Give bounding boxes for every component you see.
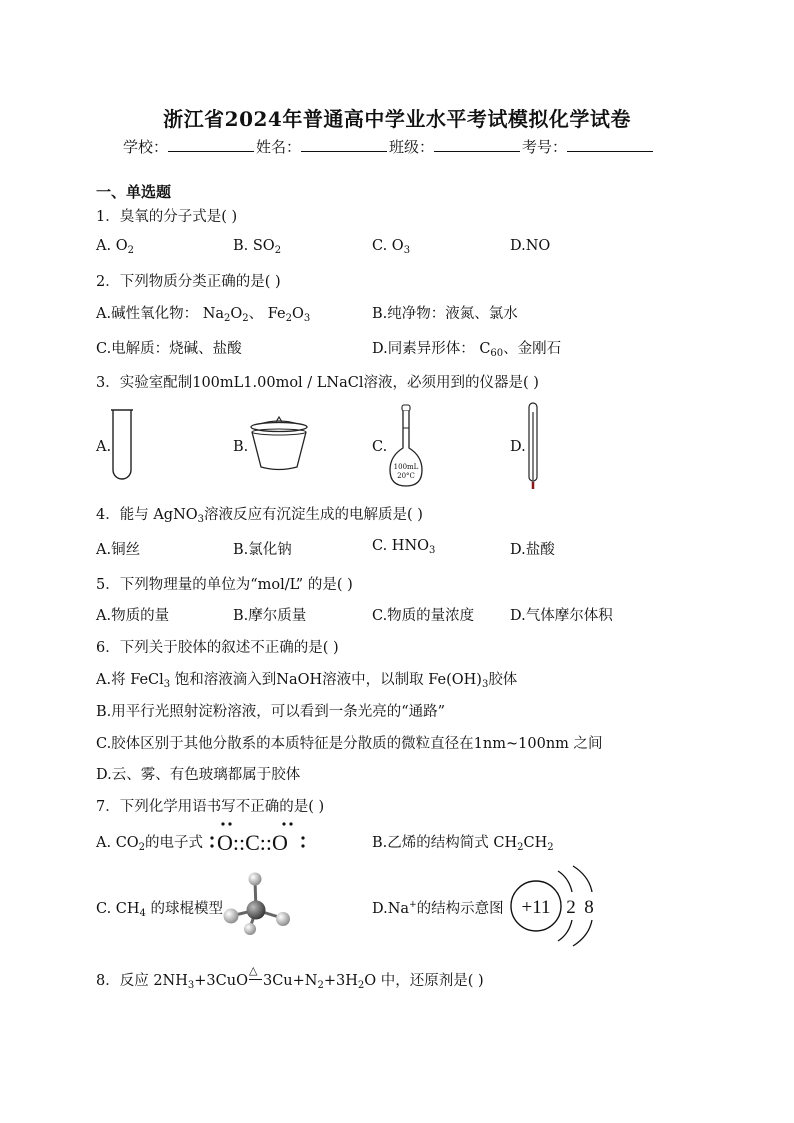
ch4-ball-stick-model bbox=[218, 868, 298, 938]
flask-volume-label: 100mL bbox=[393, 463, 419, 471]
school-label: 学校： bbox=[123, 138, 169, 156]
lewis-formula: O::C::O bbox=[217, 830, 288, 855]
q1-option-a[interactable]: A. $O_2$ bbox=[96, 238, 134, 256]
q3-option-d[interactable]: D. bbox=[510, 439, 526, 455]
q2-stem: 2．下列物质分类正确的是( ) bbox=[96, 274, 281, 290]
q6-option-b[interactable]: B.用平行光照射淀粉溶液，可以看到一条光亮的“通路” bbox=[96, 704, 446, 720]
crucible-icon bbox=[248, 415, 310, 473]
q7-option-a[interactable]: A. $CO_2$的电子式 bbox=[96, 835, 204, 853]
q5-option-d[interactable]: D.气体摩尔体积 bbox=[510, 608, 613, 624]
number-label: 考号： bbox=[522, 138, 568, 156]
name-blank[interactable] bbox=[301, 137, 387, 152]
q6-option-a[interactable]: A.将 FeCl$_3$ 饱和溶液滴入到NaOH溶液中，以制取 $Fe(OH)_3$胶体 bbox=[96, 672, 518, 690]
q4-stem: 4．能与 AgNO$_3$溶液反应有沉淀生成的电解质是( ) bbox=[96, 507, 423, 525]
q2-option-b[interactable]: B.纯净物：液氮、氯水 bbox=[372, 306, 518, 322]
q4-option-b[interactable]: B.氯化钠 bbox=[233, 542, 292, 558]
q7-option-d[interactable]: D.Na+的结构示意图 bbox=[372, 900, 504, 917]
q5-option-a[interactable]: A.物质的量 bbox=[96, 608, 170, 624]
q1-option-c[interactable]: C. $O_3$ bbox=[372, 238, 411, 256]
class-label: 班级： bbox=[389, 138, 435, 156]
q2-option-c[interactable]: C.电解质：烧碱、盐酸 bbox=[96, 341, 242, 357]
q5-option-b[interactable]: B.摩尔质量 bbox=[233, 608, 307, 624]
co2-electron-dot-diagram bbox=[205, 818, 309, 854]
q4-option-a[interactable]: A.铜丝 bbox=[96, 542, 141, 558]
q1-stem: 1．臭氧的分子式是( ) bbox=[96, 209, 238, 225]
class-blank[interactable] bbox=[434, 137, 520, 152]
heat-condition: △ bbox=[248, 964, 258, 977]
q2-option-a[interactable]: A.碱性氧化物： $Na_2O_2$、 $Fe_2O_3$ bbox=[96, 306, 311, 324]
section-heading: 一、单选题 bbox=[96, 183, 172, 201]
q3-stem: 3．实验室配制100mL1.00mol / LNaCl溶液，必须用到的仪器是( ) bbox=[96, 375, 539, 391]
q2-option-d[interactable]: D.同素异形体： $C_{60}$、金刚石 bbox=[372, 341, 562, 359]
number-blank[interactable] bbox=[567, 137, 653, 152]
q3-option-c[interactable]: C. bbox=[372, 439, 388, 455]
student-info-row bbox=[123, 136, 655, 157]
q6-option-c[interactable]: C.胶体区别于其他分散系的本质特征是分散质的微粒直径在1nm~100nm 之间 bbox=[96, 736, 603, 752]
q3-option-a[interactable]: A. bbox=[96, 439, 112, 455]
q6-stem: 6．下列关于胶体的叙述不正确的是( ) bbox=[96, 640, 339, 656]
thermometer-icon bbox=[527, 402, 539, 490]
shell-1-electrons: 2 bbox=[566, 897, 576, 918]
name-label: 姓名： bbox=[256, 138, 302, 156]
q5-option-c[interactable]: C.物质的量浓度 bbox=[372, 608, 475, 624]
na-ion-structure-diagram bbox=[507, 866, 607, 946]
q4-option-c[interactable]: C. $HNO_3$ bbox=[372, 538, 436, 556]
test-tube-icon bbox=[110, 408, 134, 484]
q7-option-b[interactable]: B.乙烯的结构简式 $CH_2CH_2$ bbox=[372, 835, 554, 853]
q8-stem: 8．反应 $2NH_3+3CuO$ △ $3Cu+N_2+3H_2O$ 中，还原剂是( ) bbox=[96, 964, 484, 991]
q7-option-c[interactable]: C. $CH_4$ 的球棍模型 bbox=[96, 901, 224, 919]
q7-stem: 7．下列化学用语书写不正确的是( ) bbox=[96, 799, 325, 815]
nucleus-charge: +11 bbox=[521, 897, 551, 918]
flask-temp-label: 20°C bbox=[397, 472, 415, 480]
q1-option-b[interactable]: B. $SO_2$ bbox=[233, 238, 282, 256]
q1-option-d[interactable]: D.NO bbox=[510, 238, 551, 254]
shell-2-electrons: 8 bbox=[584, 897, 594, 918]
q3-option-b[interactable]: B. bbox=[233, 439, 249, 455]
page-title: 浙江省2024年普通高中学业水平考试模拟化学试卷 bbox=[163, 107, 631, 131]
q5-stem: 5．下列物理量的单位为“mol/L” 的是( ) bbox=[96, 577, 353, 593]
q6-option-d[interactable]: D.云、雾、有色玻璃都属于胶体 bbox=[96, 767, 301, 783]
school-blank[interactable] bbox=[168, 137, 254, 152]
q4-option-d[interactable]: D.盐酸 bbox=[510, 542, 555, 558]
